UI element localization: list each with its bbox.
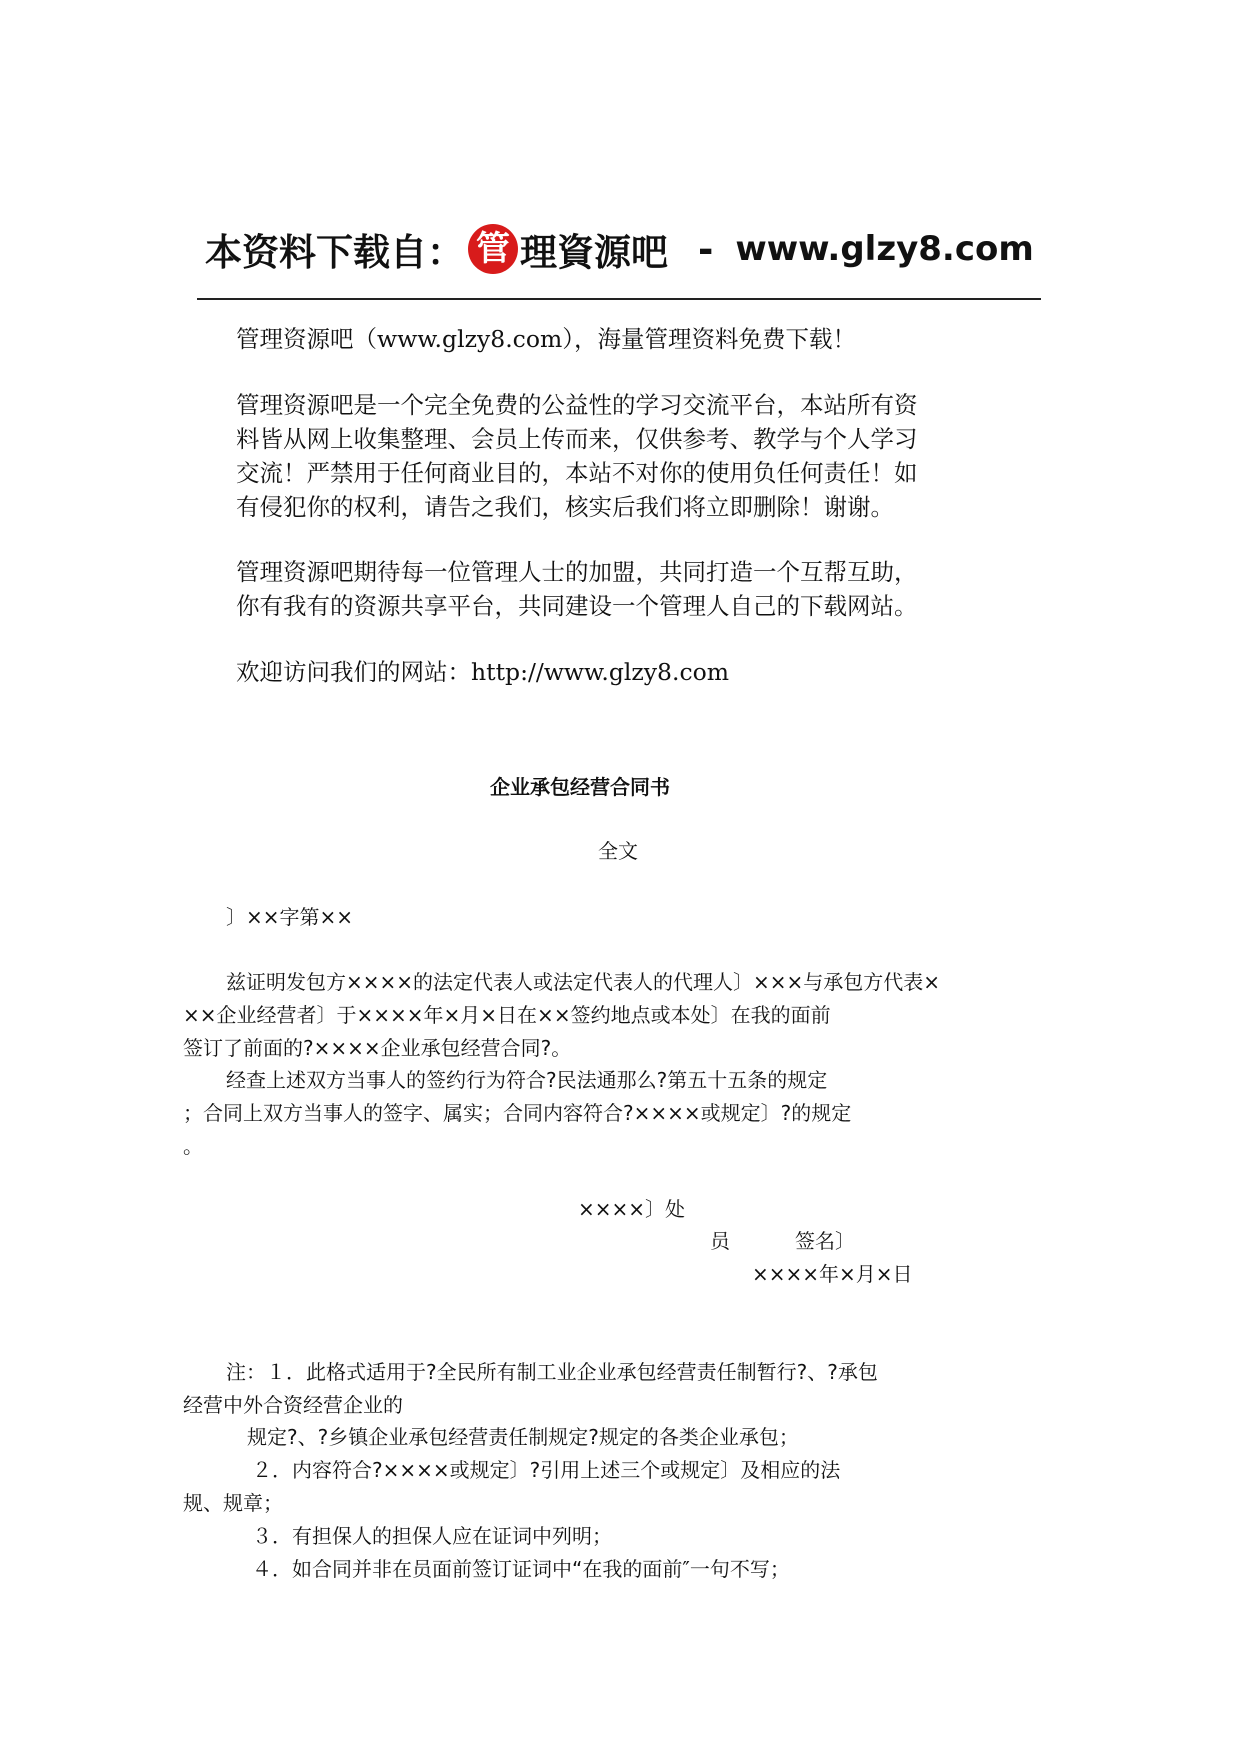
- banner-dash: -: [698, 227, 714, 271]
- header-divider: [197, 298, 1041, 300]
- note-line: 规、规章；: [183, 1491, 283, 1515]
- intro-paragraph-2: [236, 388, 1036, 524]
- body-line: 。: [183, 1134, 203, 1158]
- brand-logo-icon: 管: [468, 224, 518, 274]
- note-line: ２．内容符合?××××或规定〕?引用上述三个或规定〕及相应的法: [252, 1458, 841, 1482]
- sign-date: ××××年×月×日: [752, 1262, 913, 1286]
- document-title: 企业承包经营合同书: [490, 775, 670, 799]
- body-line: 签订了前面的?××××企业承包经营合同?。: [183, 1036, 572, 1060]
- body-line: ；合同上双方当事人的签字、属实；合同内容符合?××××或规定〕?的规定: [183, 1101, 852, 1125]
- intro-paragraph-3: [236, 555, 1036, 623]
- intro-line1: 管理资源吧（www.glzy8.com），海量管理资料免费下载！: [236, 325, 857, 353]
- intro-line: 管理资源吧期待每一位管理人士的加盟，共同打造一个互帮互助，: [236, 558, 918, 586]
- note-line: 经营中外合资经营企业的: [183, 1393, 403, 1417]
- body-line: ××企业经营者〕于××××年×月×日在××签约地点或本处〕在我的面前: [183, 1003, 831, 1027]
- intro-line: 管理资源吧是一个完全免费的公益性的学习交流平台，本站所有资: [236, 391, 918, 419]
- note-line: ３．有担保人的担保人应在证词中列明；: [252, 1524, 612, 1548]
- note-line: ４．如合同并非在员面前签订证词中“在我的面前″一句不写；: [252, 1557, 790, 1581]
- document-subtitle: 全文: [598, 839, 638, 863]
- body-line: 经查上述双方当事人的签约行为符合?民法通那么?第五十五条的规定: [226, 1068, 828, 1092]
- banner-brand: 理資源吧: [520, 231, 668, 274]
- intro-line: 你有我有的资源共享平台，共同建设一个管理人自己的下载网站。: [236, 592, 918, 620]
- note-line: 注：１．此格式适用于?全民所有制工业企业承包经营责任制暂行?、?承包: [226, 1360, 878, 1384]
- banner-site-url: www.glzy8.com: [735, 229, 1034, 269]
- document-number: 〕××字第××: [226, 905, 354, 929]
- sign-office: ××××〕处: [578, 1197, 686, 1221]
- sign-label: 签名〕: [795, 1229, 855, 1253]
- site-banner: [205, 222, 1034, 276]
- intro-line: 有侵犯你的权利，请告之我们，核实后我们将立即删除！谢谢。: [236, 493, 894, 521]
- intro-visit: 欢迎访问我们的网站：http://www.glzy8.com: [236, 658, 730, 686]
- banner-prefix: 本资料下载自：: [205, 231, 464, 274]
- intro-line: 料皆从网上收集整理、会员上传而来，仅供参考、教学与个人学习: [236, 425, 918, 453]
- intro-line: 交流！严禁用于任何商业目的，本站不对你的使用负任何责任！如: [236, 459, 918, 487]
- note-line: 规定?、?乡镇企业承包经营责任制规定?规定的各类企业承包；: [247, 1425, 799, 1449]
- sign-staff: 员: [710, 1229, 730, 1253]
- body-line: 兹证明发包方××××的法定代表人或法定代表人的代理人〕×××与承包方代表×: [226, 970, 941, 994]
